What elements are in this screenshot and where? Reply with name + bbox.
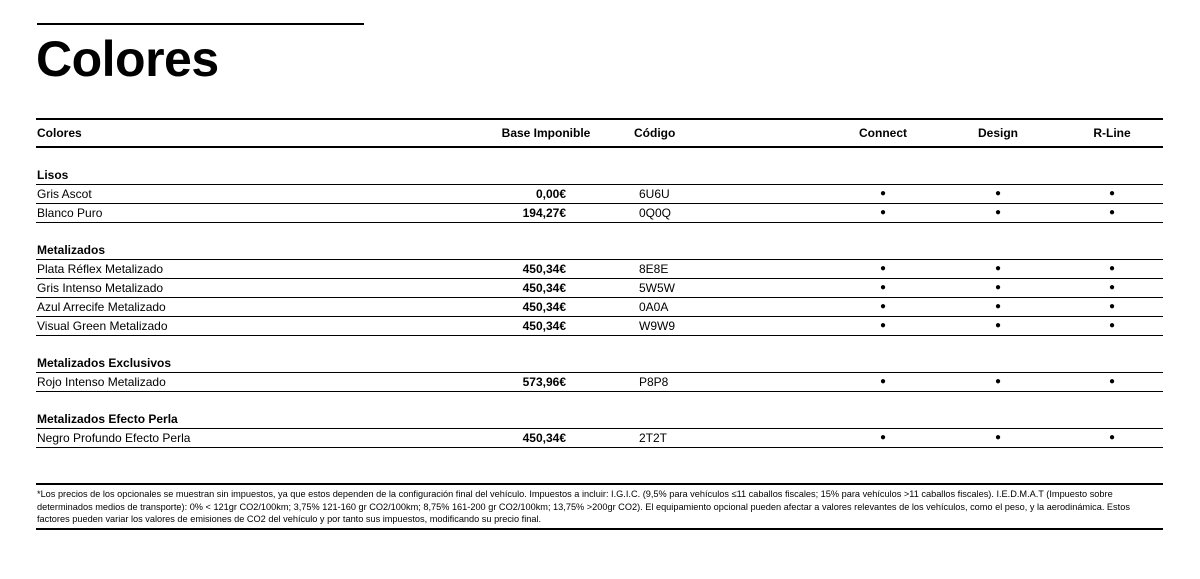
connect-availability-dot: ● [879,282,887,293]
color-code: 5W5W [639,281,675,295]
section-spacer [36,148,1163,166]
header-r-line: R-Line [1093,126,1131,140]
base-price: 450,34€ [522,262,566,276]
design-availability-dot: ● [994,263,1002,274]
section-spacer [36,336,1163,354]
section-spacer [36,223,1163,241]
design-availability-dot: ● [994,207,1002,218]
connect-availability-dot: ● [879,432,887,443]
connect-availability-dot: ● [879,376,887,387]
header-connect: Connect [859,126,907,140]
connect-availability-dot: ● [879,263,887,274]
footnote: *Los precios de los opcionales se muestran sin impuestos, ya que estos dependen de la configuración final del vehículo. Impuestos a incluir: I.G.I.C. (9,5% para vehículos ≤11 caballos fiscales; 15% para vehículos >11 caballos fiscales). I.E.D.M.A.T (Impuesto sobre determinados medios de transporte): 0% < 121gr CO2/100km; 3,75% 121-160 gr CO2/100km; 8,75% 161-200 gr CO2/100km; 13,75% >200gr CO2). El equipamiento opcional pueden afectar a valores relevantes de los vehículos, como el peso, y la aerodinámica. Estos factores pueden variar los valores de emisiones de CO2 del vehículo y por tanto sus impuestos, modificando su precio final. [36,483,1163,530]
header-base-imponible: Base Imponible [501,126,591,140]
rline-availability-dot: ● [1108,432,1116,443]
rline-availability-dot: ● [1108,207,1116,218]
section-label: Metalizados [36,241,1163,260]
rline-availability-dot: ● [1108,376,1116,387]
rline-availability-dot: ● [1108,320,1116,331]
design-availability-dot: ● [994,301,1002,312]
rline-availability-dot: ● [1108,263,1116,274]
design-availability-dot: ● [994,432,1002,443]
color-code: 0Q0Q [639,206,672,220]
rline-availability-dot: ● [1108,188,1116,199]
connect-availability-dot: ● [879,188,887,199]
base-price: 450,34€ [522,431,566,445]
table-row [36,204,1163,223]
color-name: Blanco Puro [37,206,103,220]
color-name: Azul Arrecife Metalizado [37,300,166,314]
color-code: W9W9 [639,319,675,333]
table-row [36,279,1163,298]
table-row [36,185,1163,204]
design-availability-dot: ● [994,320,1002,331]
table-row [36,429,1163,448]
color-code: 8E8E [639,262,669,276]
connect-availability-dot: ● [879,301,887,312]
base-price: 573,96€ [522,375,566,389]
color-code: 0A0A [639,300,669,314]
color-code: 6U6U [639,187,670,201]
color-code: P8P8 [639,375,669,389]
color-name: Rojo Intenso Metalizado [37,375,166,389]
color-name: Plata Réflex Metalizado [37,262,164,276]
base-price: 450,34€ [522,281,566,295]
header-design: Design [977,126,1018,140]
base-price: 450,34€ [522,319,566,333]
color-name: Gris Intenso Metalizado [37,281,164,295]
rline-availability-dot: ● [1108,301,1116,312]
table-header [36,118,1163,148]
rline-availability-dot: ● [1108,282,1116,293]
color-name: Visual Green Metalizado [37,319,168,333]
base-price: 194,27€ [522,206,566,220]
table-row [36,317,1163,336]
section-label: Metalizados Exclusivos [36,354,1163,373]
table-row [36,373,1163,392]
design-availability-dot: ● [994,376,1002,387]
base-price: 0,00€ [535,187,566,201]
table-row [36,298,1163,317]
table-body [36,148,1163,448]
table-row [36,260,1163,279]
section-spacer [36,392,1163,410]
color-code: 2T2T [639,431,668,445]
title-rule [37,23,364,25]
color-name: Negro Profundo Efecto Perla [37,431,191,445]
color-name: Gris Ascot [37,187,92,201]
page-title: Colores [36,31,219,87]
header-colores: Colores [37,126,82,140]
design-availability-dot: ● [994,188,1002,199]
colors-table [36,118,1163,448]
section-label: Metalizados Efecto Perla [36,410,1163,429]
base-price: 450,34€ [522,300,566,314]
section-label: Lisos [36,166,1163,185]
connect-availability-dot: ● [879,207,887,218]
design-availability-dot: ● [994,282,1002,293]
connect-availability-dot: ● [879,320,887,331]
header-codigo: Código [634,126,676,140]
